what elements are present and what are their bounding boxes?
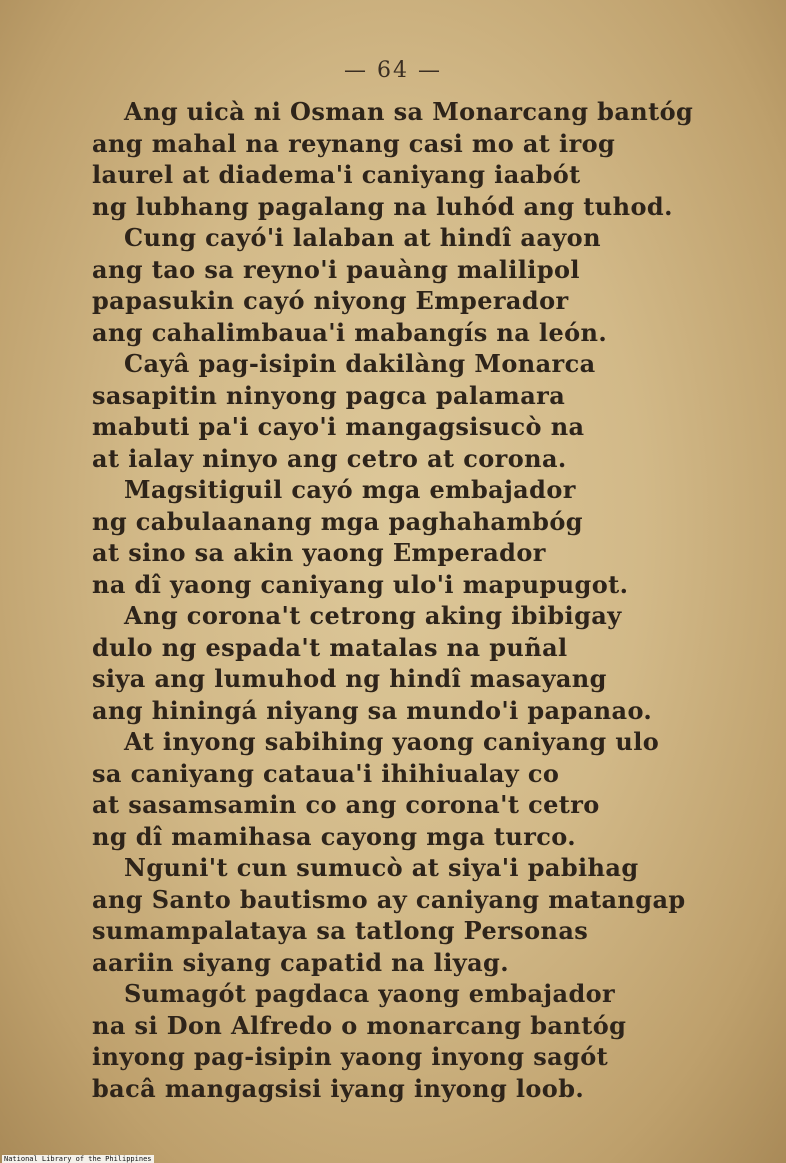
poem-line: Magsitiguil cayó mga embajador xyxy=(124,475,576,504)
poem-line: ang hiningá niyang sa mundo'i papanao. xyxy=(92,695,653,725)
poem-line: Cung cayó'i lalaban at hindî aayon xyxy=(124,223,601,252)
poem-line: Nguni't cun sumucò at siya'i pabihag xyxy=(124,853,639,882)
poem-line: Ang corona't cetrong aking ibibigay xyxy=(124,601,622,630)
poem-line: sa caniyang cataua'i ihihiualay co xyxy=(92,758,560,788)
poem-line: Cayâ pag-isipin dakilàng Monarca xyxy=(124,349,596,378)
poem-line: At inyong sabihing yaong caniyang ulo xyxy=(124,727,660,756)
poem-line: na dî yaong caniyang ulo'i mapupugot. xyxy=(92,569,629,599)
page-number: — 64 — xyxy=(344,58,442,83)
poem-line: bacâ mangagsisi iyang inyong loob. xyxy=(92,1073,585,1103)
poem-line: ng lubhang pagalang na luhód ang tuhod. xyxy=(92,191,673,221)
poem-line: ang mahal na reynang casi mo at irog xyxy=(92,128,616,158)
poem-line: dulo ng espada't matalas na puñal xyxy=(92,632,568,662)
poem-line: Ang uicà ni Osman sa Monarcang bantóg xyxy=(124,97,694,126)
poem-line: at ialay ninyo ang cetro at corona. xyxy=(92,443,567,473)
poem-line: ng cabulaanang mga paghahambóg xyxy=(92,506,583,536)
poem-line: Sumagót pagdaca yaong embajador xyxy=(124,979,616,1008)
poem-body xyxy=(92,96,752,1104)
poem-line: sumampalataya sa tatlong Personas xyxy=(92,916,589,945)
poem-line: siya ang lumuhod ng hindî masayang xyxy=(92,664,607,693)
poem-line: ang tao sa reyno'i pauàng malilipol xyxy=(92,254,580,284)
poem-line: at sino sa akin yaong Emperador xyxy=(92,538,546,567)
poem-line: na si Don Alfredo o monarcang bantóg xyxy=(92,1010,627,1040)
poem-line: at sasamsamin co ang corona't cetro xyxy=(92,790,600,819)
poem-line: ang Santo bautismo ay caniyang matangap xyxy=(92,884,686,914)
poem-line: ng dî mamihasa cayong mga turco. xyxy=(92,821,577,851)
poem-line: papasukin cayó niyong Emperador xyxy=(92,286,569,315)
poem-line: mabuti pa'i cayo'i mangagsisucò na xyxy=(92,412,585,441)
poem-line: laurel at diadema'i caniyang iaabót xyxy=(92,160,581,189)
poem-line: aariin siyang capatid na liyag. xyxy=(92,947,509,977)
poem-line: sasapitin ninyong pagca palamara xyxy=(92,380,566,410)
poem-line: inyong pag-isipin yaong inyong sagót xyxy=(92,1042,609,1071)
poem-line: ang cahalimbaua'i mabangís na león. xyxy=(92,317,608,347)
library-footer: National Library of the Philippines xyxy=(4,1155,152,1163)
